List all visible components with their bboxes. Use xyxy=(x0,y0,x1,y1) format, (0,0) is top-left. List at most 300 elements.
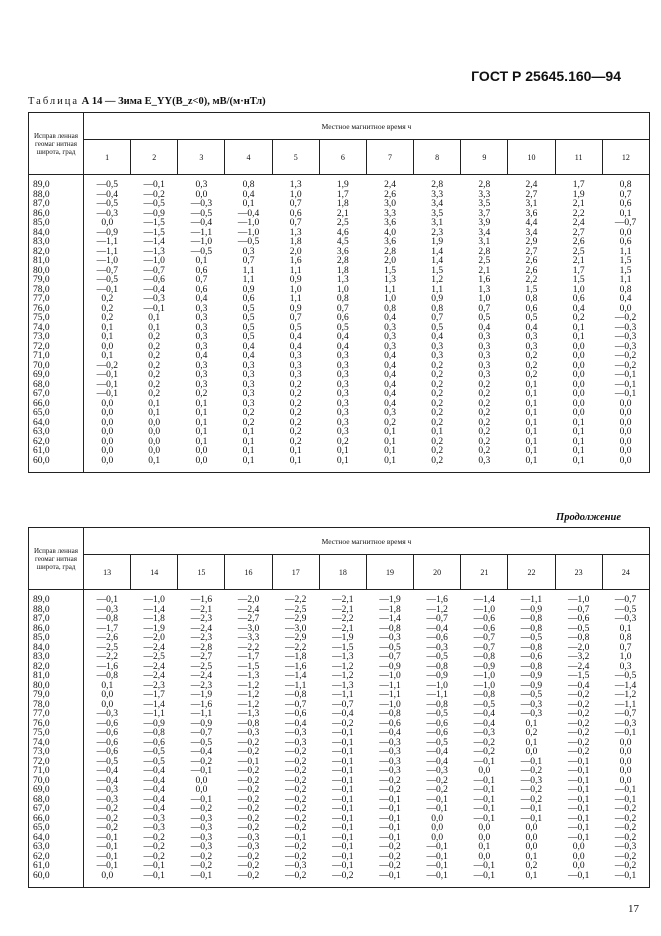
value-cell: 0,4 xyxy=(242,341,255,352)
value-cell: —0,4 xyxy=(473,718,496,729)
value-cell: —0,4 xyxy=(143,804,165,814)
value-cell: 0,0 xyxy=(101,455,114,466)
value-cell: 0,1 xyxy=(572,332,585,342)
value-cell: —0,4 xyxy=(143,785,165,795)
value-cell: 2,2 xyxy=(572,208,585,219)
value-cell: —2,6 xyxy=(96,633,119,643)
value-cell: 0,4 xyxy=(431,332,444,342)
value-cell: —0,3 xyxy=(379,737,401,748)
value-cell: —0,1 xyxy=(614,389,637,399)
value-cell: 0,7 xyxy=(336,303,349,314)
value-cell: 0,2 xyxy=(431,379,444,390)
value-cell: —0,1 xyxy=(332,842,354,852)
value-cell: 0,1 xyxy=(525,851,538,862)
value-cell: 0,1 xyxy=(619,208,632,219)
value-cell: —1,7 xyxy=(237,652,260,662)
value-cell: 0,0 xyxy=(572,370,585,380)
value-cell: 1,0 xyxy=(572,284,585,295)
value-cell: 2,0 xyxy=(289,246,302,257)
value-cell: —0,2 xyxy=(567,690,590,700)
value-cell: —0,1 xyxy=(426,794,448,805)
value-cell: 1,3 xyxy=(336,275,349,285)
value-cell: —0,6 xyxy=(567,614,590,624)
value-cell: 0,0 xyxy=(478,851,491,862)
value-cell: —0,6 xyxy=(96,728,119,738)
value-cell: —0,4 xyxy=(143,775,165,786)
value-cell: —0,5 xyxy=(143,199,165,209)
value-cell: —0,6 xyxy=(96,718,119,729)
value-cell: 0,0 xyxy=(478,766,491,776)
latitude-cell: 62,0 xyxy=(29,853,84,863)
value-cell: —0,5 xyxy=(96,275,119,285)
value-cell: —0,1 xyxy=(379,804,401,814)
value-cell: 0,8 xyxy=(619,284,632,295)
value-cell: —0,1 xyxy=(520,804,543,814)
value-cell: 0,0 xyxy=(431,813,444,824)
value-cell: —0,6 xyxy=(285,709,307,719)
value-cell: —0,5 xyxy=(426,737,448,748)
value-cell: 0,3 xyxy=(242,379,255,390)
value-cell: —0,1 xyxy=(96,284,119,295)
value-cell: —1,1 xyxy=(143,709,165,719)
value-cell: 0,8 xyxy=(619,180,632,190)
value-cell: —0,1 xyxy=(379,870,401,881)
value-cell: —0,9 xyxy=(473,661,496,672)
value-cell: 0,0 xyxy=(572,842,585,852)
value-cell: —0,4 xyxy=(143,794,165,805)
value-cell: —0,1 xyxy=(332,737,354,748)
value-cell: 0,5 xyxy=(242,332,255,342)
value-cell: 0,9 xyxy=(431,294,444,304)
value-cell: 0,2 xyxy=(148,360,161,371)
hour-header: 6 xyxy=(319,140,366,175)
value-cell: 0,0 xyxy=(619,455,632,466)
data-table-hours-13-24 xyxy=(28,527,650,888)
continuation-label: Продолжение xyxy=(556,512,621,523)
value-cell: 0,3 xyxy=(478,341,491,352)
value-cell: 0,4 xyxy=(384,360,396,371)
value-cell: —0,2 xyxy=(143,832,165,843)
value-cell: —0,1 xyxy=(567,756,590,767)
value-cell: —0,3 xyxy=(379,766,401,776)
value-cell: —0,3 xyxy=(426,766,448,776)
value-cell: —0,1 xyxy=(332,775,354,786)
value-cell: 1,5 xyxy=(619,256,632,266)
value-cell: 3,4 xyxy=(478,227,491,238)
value-cell: 0,7 xyxy=(619,642,632,653)
value-cell: 0,2 xyxy=(242,408,255,418)
latitude-cell: 67,0 xyxy=(29,390,84,400)
latitude-cell: 88,0 xyxy=(29,606,84,616)
value-cell: —0,1 xyxy=(567,832,590,843)
value-cell: —0,3 xyxy=(614,341,637,352)
value-cell: —0,4 xyxy=(379,728,401,738)
latitude-cell: 85,0 xyxy=(29,219,84,229)
value-cell: 1,1 xyxy=(619,246,632,257)
value-cell: 0,1 xyxy=(572,436,585,447)
value-cell: 2,4 xyxy=(384,180,396,190)
value-cell: 0,4 xyxy=(195,294,208,304)
value-cell: 0,1 xyxy=(431,427,444,437)
hour-header: 3 xyxy=(178,140,225,175)
value-cell: —0,1 xyxy=(426,870,448,881)
page-number: 17 xyxy=(628,903,639,915)
value-cell: 0,0 xyxy=(101,446,114,456)
value-cell: —1,2 xyxy=(332,671,354,681)
value-cell: —1,2 xyxy=(426,604,448,615)
value-cell: —1,0 xyxy=(379,671,401,681)
value-cell: 0,5 xyxy=(431,322,444,333)
value-cell: —0,3 xyxy=(190,832,213,843)
value-cell: 3,4 xyxy=(525,227,538,238)
latitude-cell: 76,0 xyxy=(29,720,84,730)
value-cell: —0,2 xyxy=(96,360,119,371)
value-cell: 0,3 xyxy=(478,351,491,361)
value-cell: —3,0 xyxy=(237,623,260,634)
value-cell: 1,1 xyxy=(242,275,255,285)
value-cell: 2,6 xyxy=(525,265,538,276)
value-cell: 0,3 xyxy=(195,379,208,390)
value-cell: 0,0 xyxy=(525,832,538,843)
value-cell: —0,1 xyxy=(473,813,496,824)
value-cell: —0,8 xyxy=(426,661,448,672)
value-cell: —3,2 xyxy=(567,652,590,662)
value-cell: 0,1 xyxy=(101,332,114,342)
value-cell: —2,1 xyxy=(332,595,354,605)
latitude-cell: 64,0 xyxy=(29,834,84,844)
value-cell: —2,3 xyxy=(143,680,165,691)
value-cell: 0,4 xyxy=(242,351,255,361)
value-cell: —2,8 xyxy=(190,642,213,653)
value-cell: —0,7 xyxy=(96,265,119,276)
value-cell: 0,4 xyxy=(384,379,396,390)
value-cell: 1,1 xyxy=(242,265,255,276)
latitude-cell: 61,0 xyxy=(29,447,84,457)
value-cell: —0,3 xyxy=(520,709,543,719)
value-cell: 1,5 xyxy=(384,265,396,276)
value-cell: 0,9 xyxy=(289,275,302,285)
value-cell: —0,8 xyxy=(473,690,496,700)
value-cell: —0,3 xyxy=(96,208,119,219)
value-cell: 0,0 xyxy=(619,756,632,767)
value-cell: 0,2 xyxy=(101,313,114,323)
value-cell: 0,0 xyxy=(195,189,208,200)
value-cell: —1,1 xyxy=(190,227,213,238)
value-cell: —1,3 xyxy=(143,246,165,257)
value-cell: 0,0 xyxy=(572,379,585,390)
latitude-cell: 62,0 xyxy=(29,438,84,448)
value-cell: —0,1 xyxy=(614,794,637,805)
value-cell: 3,5 xyxy=(478,199,491,209)
value-cell: 0,2 xyxy=(242,417,255,428)
hour-header: 12 xyxy=(602,140,649,175)
value-cell: —0,1 xyxy=(190,870,213,881)
value-cell: —0,9 xyxy=(143,718,165,729)
latitude-cell: 84,0 xyxy=(29,229,84,239)
value-cell: 0,0 xyxy=(148,427,161,437)
value-cell: 0,0 xyxy=(572,351,585,361)
value-cell: —1,1 xyxy=(426,690,448,700)
value-cell: 0,4 xyxy=(242,189,255,200)
value-cell: —0,1 xyxy=(520,813,543,824)
value-cell: —0,1 xyxy=(332,804,354,814)
value-cell: —0,9 xyxy=(143,208,165,219)
value-cell: 0,5 xyxy=(336,322,349,333)
value-cell: —0,1 xyxy=(96,370,119,380)
value-cell: —0,1 xyxy=(143,861,165,871)
value-cell: 2,8 xyxy=(384,246,396,257)
latitude-cell: 78,0 xyxy=(29,701,84,711)
value-cell: —0,5 xyxy=(237,237,260,247)
value-cell: —3,3 xyxy=(237,633,260,643)
hour-header: 2 xyxy=(131,140,178,175)
value-cell: —2,4 xyxy=(143,642,165,653)
value-cell: 0,0 xyxy=(525,747,538,757)
value-cell: —0,2 xyxy=(379,842,401,852)
value-cell: —3,0 xyxy=(285,623,307,634)
value-cell: 2,7 xyxy=(525,246,538,257)
value-cell: —0,1 xyxy=(143,180,165,190)
value-cell: 0,0 xyxy=(478,823,491,833)
value-cell: —0,1 xyxy=(473,756,496,767)
value-cell: 0,3 xyxy=(525,332,538,342)
value-cell: —1,8 xyxy=(143,614,165,624)
value-cell: 0,6 xyxy=(195,265,208,276)
value-cell: —0,6 xyxy=(143,275,165,285)
value-cell: 0,1 xyxy=(101,680,114,691)
value-cell: —1,3 xyxy=(332,680,354,691)
value-cell: 0,0 xyxy=(195,455,208,466)
value-cell: —0,3 xyxy=(190,842,213,852)
latitude-cell: 61,0 xyxy=(29,862,84,872)
value-cell: —0,3 xyxy=(473,728,496,738)
value-cell: 0,1 xyxy=(525,436,538,447)
value-cell: —0,3 xyxy=(520,775,543,786)
value-cell: 1,9 xyxy=(336,180,349,190)
value-cell: 0,2 xyxy=(148,379,161,390)
value-cell: —2,4 xyxy=(190,671,213,681)
value-cell: —0,2 xyxy=(285,766,307,776)
value-cell: —2,1 xyxy=(332,623,354,634)
value-cell: —0,5 xyxy=(190,246,213,257)
value-cell: —0,5 xyxy=(614,604,637,615)
value-cell: —0,8 xyxy=(520,623,543,634)
value-cell: —0,2 xyxy=(614,832,637,843)
value-cell: —0,4 xyxy=(567,680,590,691)
value-cell: —2,1 xyxy=(190,604,213,615)
latitude-cell: 70,0 xyxy=(29,777,84,787)
value-cell: —0,3 xyxy=(379,756,401,767)
value-cell: 0,8 xyxy=(525,294,538,304)
hour-header: 8 xyxy=(414,140,461,175)
value-cell: 2,8 xyxy=(478,246,491,257)
value-cell: —0,1 xyxy=(473,804,496,814)
value-cell: —0,1 xyxy=(426,842,448,852)
value-cell: —0,3 xyxy=(426,642,448,653)
value-cell: 0,0 xyxy=(619,766,632,776)
value-cell: —0,4 xyxy=(426,756,448,767)
latitude-cell: 86,0 xyxy=(29,625,84,635)
value-cell: 3,9 xyxy=(478,218,491,228)
value-cell: 0,3 xyxy=(336,351,349,361)
value-cell: —0,1 xyxy=(96,851,119,862)
value-cell: 1,5 xyxy=(525,284,538,295)
latitude-cell: 71,0 xyxy=(29,767,84,777)
value-cell: 3,3 xyxy=(431,189,444,200)
hour-header: 14 xyxy=(131,555,178,590)
value-cell: 0,0 xyxy=(619,227,632,238)
value-cell: 0,2 xyxy=(384,417,396,428)
value-cell: —1,1 xyxy=(96,246,119,257)
value-cell: 0,0 xyxy=(431,823,444,833)
value-cell: —2,4 xyxy=(237,604,260,615)
value-cell: 0,4 xyxy=(619,294,632,304)
value-cell: 0,7 xyxy=(195,275,208,285)
value-cell: —0,1 xyxy=(379,832,401,843)
value-cell: 0,3 xyxy=(336,379,349,390)
value-cell: 0,3 xyxy=(384,408,396,418)
value-cell: —0,9 xyxy=(520,604,543,615)
value-cell: 0,7 xyxy=(289,199,302,209)
latitude-cell: 72,0 xyxy=(29,758,84,768)
value-cell: —0,1 xyxy=(567,870,590,881)
value-cell: 0,5 xyxy=(525,313,538,323)
value-cell: 0,3 xyxy=(242,370,255,380)
value-cell: 0,0 xyxy=(148,436,161,447)
value-cell: 0,0 xyxy=(619,427,632,437)
value-cell: —2,5 xyxy=(96,642,119,653)
value-cell: 0,1 xyxy=(242,436,255,447)
value-cell: 0,1 xyxy=(195,427,208,437)
latitude-cell: 88,0 xyxy=(29,191,84,201)
value-cell: —2,5 xyxy=(285,604,307,615)
value-cell: —0,4 xyxy=(237,208,260,219)
value-cell: —1,0 xyxy=(237,227,260,238)
value-cell: —1,0 xyxy=(473,671,496,681)
hour-header: 23 xyxy=(555,555,602,590)
value-cell: 2,6 xyxy=(572,237,585,247)
value-cell: —0,2 xyxy=(614,360,637,371)
value-cell: 0,0 xyxy=(619,775,632,786)
value-cell: 3,3 xyxy=(478,189,491,200)
value-cell: —0,1 xyxy=(96,842,119,852)
value-cell: —0,5 xyxy=(379,642,401,653)
value-cell: 0,0 xyxy=(572,360,585,371)
value-cell: —0,2 xyxy=(237,851,260,862)
value-cell: —0,1 xyxy=(426,861,448,871)
value-cell: 0,2 xyxy=(148,389,161,399)
latitude-cell: 75,0 xyxy=(29,314,84,324)
value-cell: —2,1 xyxy=(332,604,354,615)
value-cell: —0,5 xyxy=(520,633,543,643)
value-cell: 2,4 xyxy=(572,218,585,228)
value-cell: 1,6 xyxy=(289,256,302,266)
value-cell: —1,0 xyxy=(237,218,260,228)
hour-header: 9 xyxy=(461,140,508,175)
value-cell: —1,7 xyxy=(143,690,165,700)
value-cell: —1,4 xyxy=(143,604,165,615)
value-cell: —0,2 xyxy=(332,718,354,729)
value-cell: —0,2 xyxy=(237,794,260,805)
value-cell: 0,2 xyxy=(431,417,444,428)
value-cell: —0,1 xyxy=(614,370,637,380)
value-cell: —1,2 xyxy=(237,690,260,700)
value-cell: 0,0 xyxy=(572,851,585,862)
value-cell: 0,1 xyxy=(148,322,161,333)
hour-header: 4 xyxy=(225,140,272,175)
value-cell: —0,2 xyxy=(237,870,260,881)
value-cell: 2,8 xyxy=(431,180,444,190)
value-cell: 0,3 xyxy=(242,360,255,371)
latitude-cell: 79,0 xyxy=(29,691,84,701)
value-cell: 0,0 xyxy=(101,870,114,881)
value-cell: —0,2 xyxy=(237,861,260,871)
value-cell: —1,6 xyxy=(190,595,213,605)
latitude-cell: 68,0 xyxy=(29,796,84,806)
latitude-cell: 74,0 xyxy=(29,324,84,334)
value-cell: 1,5 xyxy=(619,265,632,276)
value-cell: 0,2 xyxy=(336,436,349,447)
value-cell: 3,1 xyxy=(478,237,491,247)
value-cell: —0,3 xyxy=(285,861,307,871)
value-cell: —2,4 xyxy=(143,671,165,681)
value-cell: 0,0 xyxy=(101,398,114,409)
value-cell: 0,7 xyxy=(478,303,491,314)
value-cell: 3,6 xyxy=(384,218,396,228)
value-cell: 1,8 xyxy=(289,237,302,247)
value-cell: 0,3 xyxy=(384,341,396,352)
value-cell: —1,3 xyxy=(237,671,260,681)
value-cell: 1,4 xyxy=(431,246,444,257)
value-cell: 2,2 xyxy=(525,275,538,285)
value-cell: —2,9 xyxy=(285,633,307,643)
time-header: Местное магнитное время ч xyxy=(84,113,650,140)
value-cell: 0,1 xyxy=(525,870,538,881)
value-cell: 0,3 xyxy=(242,389,255,399)
value-cell: —1,0 xyxy=(190,237,213,247)
value-cell: 0,7 xyxy=(619,189,632,200)
value-cell: 0,1 xyxy=(289,455,302,466)
value-cell: 0,6 xyxy=(619,237,632,247)
value-cell: —2,4 xyxy=(190,623,213,634)
value-cell: —1,7 xyxy=(96,623,119,634)
value-cell: 0,1 xyxy=(101,322,114,333)
value-cell: 0,6 xyxy=(289,208,302,219)
value-cell: —0,1 xyxy=(379,794,401,805)
value-cell: 0,2 xyxy=(101,294,114,304)
value-cell: —0,1 xyxy=(567,775,590,786)
value-cell: —1,5 xyxy=(143,218,165,228)
latitude-cell: 83,0 xyxy=(29,653,84,663)
data-table-hours-1-12 xyxy=(28,112,650,473)
value-cell: —0,1 xyxy=(237,756,260,767)
value-cell: —0,2 xyxy=(237,766,260,776)
value-cell: —2,2 xyxy=(96,652,119,662)
value-cell: —0,2 xyxy=(285,804,307,814)
value-cell: —0,6 xyxy=(379,718,401,729)
value-cell: 0,2 xyxy=(525,728,538,738)
value-cell: —0,2 xyxy=(285,775,307,786)
value-cell: 0,1 xyxy=(195,256,208,266)
value-cell: 0,0 xyxy=(619,398,632,409)
latitude-cell: 64,0 xyxy=(29,419,84,429)
value-cell: 0,1 xyxy=(525,379,538,390)
value-cell: —0,4 xyxy=(332,709,354,719)
value-cell: 0,1 xyxy=(525,398,538,409)
value-cell: —0,3 xyxy=(96,604,119,615)
value-cell: 2,1 xyxy=(336,208,349,219)
value-cell: —0,3 xyxy=(379,747,401,757)
